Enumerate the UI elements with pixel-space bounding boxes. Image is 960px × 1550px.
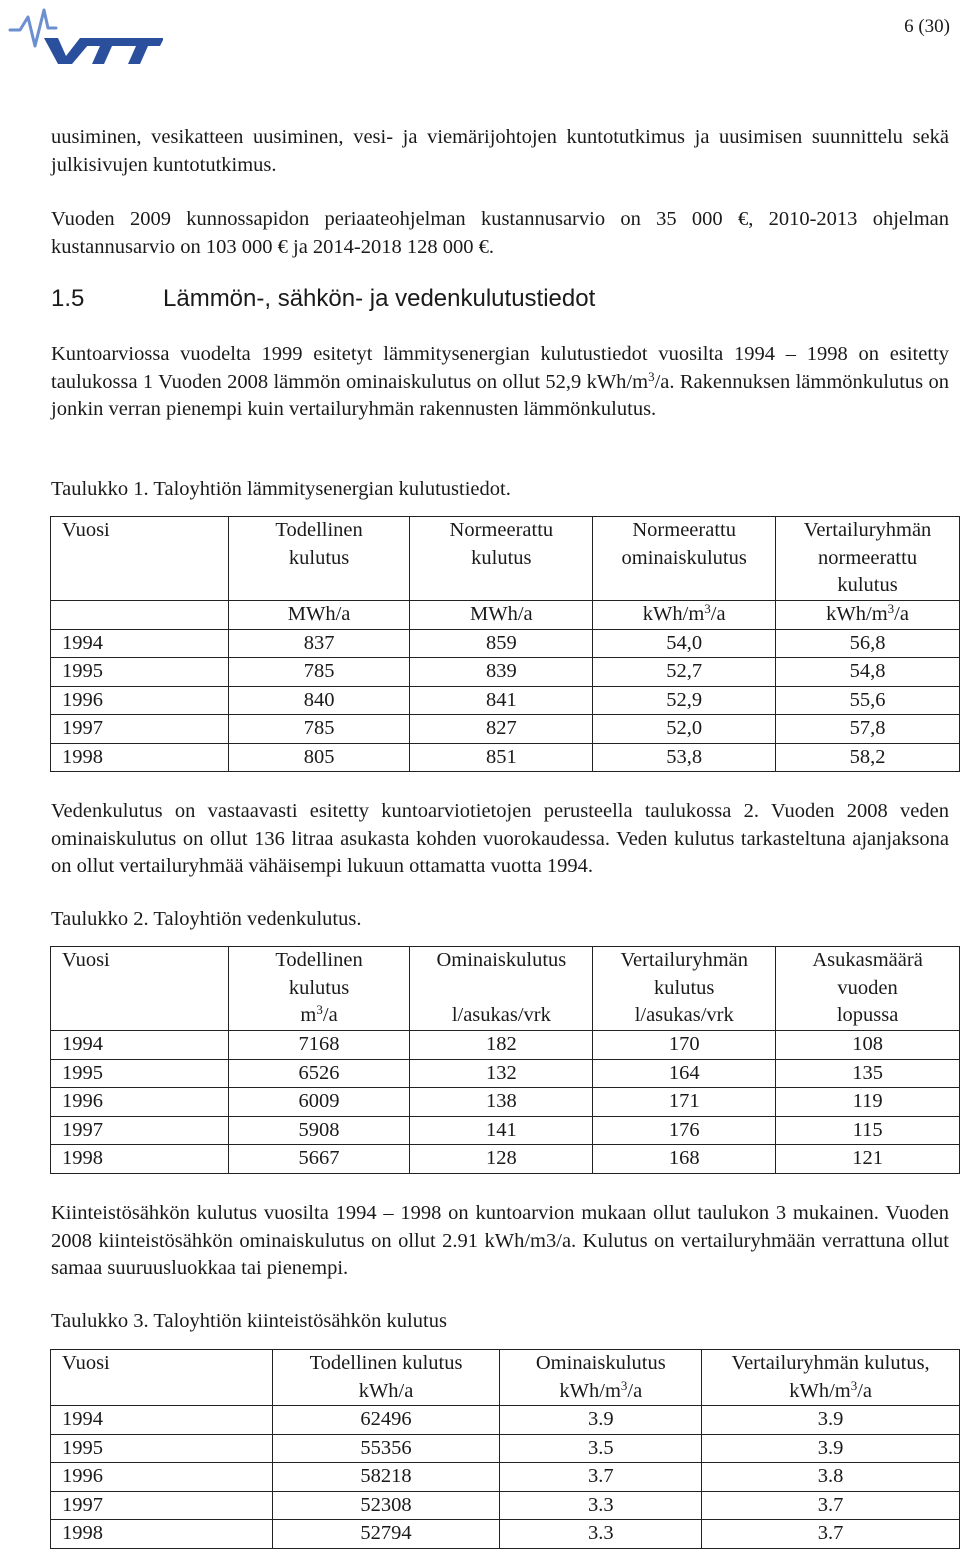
- table-row: [51, 658, 960, 687]
- paragraph-electricity: Kiinteistösähkön kulutus vuosilta 1994 – 1998 on kuntoarvion mukaan ollut taulukon 3 mukainen. Vuoden 2008 kiinteistösähkön ominaiskulutus on ollut 2.91 kWh/m3/a. Kulutus on vertailuryhmään verrattuna ollut samaa suuruusluokkaa tai pienempi.: [51, 1202, 949, 1279]
- page-number: 6 (30): [904, 16, 950, 37]
- table-cell: 805: [228, 743, 410, 772]
- table-cell: 52308: [272, 1491, 500, 1520]
- section-heading: [51, 285, 595, 313]
- table-row: [51, 1031, 960, 1060]
- table-cell: 3.5: [500, 1434, 702, 1463]
- table-row: [51, 629, 960, 658]
- table-cell: 1998: [51, 743, 229, 772]
- table-cell: 1995: [51, 658, 229, 687]
- table-cell: 62496: [272, 1406, 500, 1435]
- unit-cell: kWh/$m^3/a$: [593, 601, 776, 630]
- header-cell: Ominaiskulutus kWh/$m^3/a$: [500, 1350, 702, 1406]
- table-cell: 5667: [228, 1145, 410, 1174]
- table-row: [51, 1145, 960, 1174]
- header-cell: Todellinen kulutus $m^3/a$: [228, 947, 410, 1031]
- table-cell: 3.3: [500, 1491, 702, 1520]
- header-cell: Normeerattu kulutus: [410, 517, 593, 601]
- table-cell: 135: [776, 1059, 960, 1088]
- table-cell: 1994: [51, 1031, 229, 1060]
- table-cell: 1997: [51, 715, 229, 744]
- header-cell: Normeerattu ominaiskulutus: [593, 517, 776, 601]
- table2-caption: Taulukko 2. Taloyhtiön vedenkulutus.: [51, 908, 362, 930]
- table-cell: 138: [410, 1088, 593, 1117]
- table-cell: 1997: [51, 1116, 229, 1145]
- table-cell: 164: [593, 1059, 776, 1088]
- table-cell: 52,9: [593, 686, 776, 715]
- table-row: [51, 1434, 960, 1463]
- table-cell: 1998: [51, 1145, 229, 1174]
- table-cell: 1996: [51, 686, 229, 715]
- table1-caption: Taulukko 1. Taloyhtiön lämmitysenergian kulutustiedot.: [51, 478, 511, 500]
- table-row: [51, 686, 960, 715]
- table-cell: 1996: [51, 1463, 273, 1492]
- table-cell: 840: [228, 686, 410, 715]
- table-cell: 53,8: [593, 743, 776, 772]
- header-cell: Asukasmäärä vuoden lopussa: [776, 947, 960, 1031]
- vtt-logo: [8, 6, 163, 64]
- paragraph-renovation: uusiminen, vesikatteen uusiminen, vesi- ja viemärijohtojen kuntotutkimus ja uusimisen suunnittelu sekä julkisivujen kuntotutkimus.: [51, 126, 949, 176]
- table-row: [51, 1463, 960, 1492]
- table-cell: 55,6: [776, 686, 960, 715]
- table-cell: 1996: [51, 1088, 229, 1117]
- table-cell: 837: [228, 629, 410, 658]
- table-cell: 52794: [272, 1520, 500, 1549]
- table-cell: 58,2: [776, 743, 960, 772]
- table-cell: 827: [410, 715, 593, 744]
- table-cell: 168: [593, 1145, 776, 1174]
- table-cell: 6009: [228, 1088, 410, 1117]
- table-cell: 1998: [51, 1520, 273, 1549]
- table-cell: 851: [410, 743, 593, 772]
- table-cell: 52,0: [593, 715, 776, 744]
- table-cell: 3.9: [702, 1434, 960, 1463]
- table3-caption: Taulukko 3. Taloyhtiön kiinteistösähkön kulutus: [51, 1310, 447, 1332]
- section-title: Lämmön-, sähkön- ja vedenkulutustiedot: [163, 285, 596, 312]
- unit-cell: MWh/a: [228, 601, 410, 630]
- table-cell: 141: [410, 1116, 593, 1145]
- table-cell: 3.7: [500, 1463, 702, 1492]
- table-cell: 115: [776, 1116, 960, 1145]
- table-cell: 3.7: [702, 1520, 960, 1549]
- header-cell: Vertailuryhmän kulutus l/asukas/vrk: [593, 947, 776, 1031]
- header-cell: Todellinen kulutus kWh/a: [272, 1350, 500, 1406]
- table-row: [51, 1406, 960, 1435]
- table-row: [51, 1520, 960, 1549]
- table-cell: 57,8: [776, 715, 960, 744]
- table-cell: 785: [228, 658, 410, 687]
- table-cell: 1995: [51, 1059, 229, 1088]
- table-cell: 182: [410, 1031, 593, 1060]
- table-cell: 54,8: [776, 658, 960, 687]
- table-cell: 170: [593, 1031, 776, 1060]
- table-cell: 3.9: [500, 1406, 702, 1435]
- table-cell: 58218: [272, 1463, 500, 1492]
- paragraph-budget: Vuoden 2009 kunnossapidon periaateohjelman kustannusarvio on 35 000 €, 2010-2013 ohjelman kustannusarvio on 103 000 € ja 2014-2018 128 000 €.: [51, 208, 949, 258]
- table-cell: 3.9: [702, 1406, 960, 1435]
- table-cell: 839: [410, 658, 593, 687]
- table-cell: 1997: [51, 1491, 273, 1520]
- table-cell: 1995: [51, 1434, 273, 1463]
- table-cell: 6526: [228, 1059, 410, 1088]
- table-cell: 55356: [272, 1434, 500, 1463]
- table-row: [51, 1491, 960, 1520]
- table-electricity: [50, 1349, 960, 1549]
- table-cell: 132: [410, 1059, 593, 1088]
- unit-cell: kWh/$m^3/a$: [776, 601, 960, 630]
- table-cell: 52,7: [593, 658, 776, 687]
- table-cell: 7168: [228, 1031, 410, 1060]
- table-row: [51, 715, 960, 744]
- unit-cell: MWh/a: [410, 601, 593, 630]
- table-cell: 54,0: [593, 629, 776, 658]
- table-cell: 5908: [228, 1116, 410, 1145]
- table-cell: 785: [228, 715, 410, 744]
- table-row: [51, 743, 960, 772]
- table-row: [51, 1116, 960, 1145]
- table-cell: 176: [593, 1116, 776, 1145]
- table-row: [51, 1059, 960, 1088]
- table-row: [51, 1088, 960, 1117]
- table-cell: 121: [776, 1145, 960, 1174]
- header-cell: Vuosi: [51, 517, 229, 601]
- table-cell: 859: [410, 629, 593, 658]
- table-cell: 128: [410, 1145, 593, 1174]
- table-cell: 108: [776, 1031, 960, 1060]
- section-number: 1.5: [51, 285, 85, 312]
- table-heating-energy: [50, 516, 960, 772]
- table-cell: 1994: [51, 629, 229, 658]
- table-cell: 841: [410, 686, 593, 715]
- logo-text: VTT: [8, 6, 10, 7]
- header-cell: Vertailuryhmän normeerattu kulutus: [776, 517, 960, 601]
- paragraph-water: Vedenkulutus on vastaavasti esitetty kuntoarviotietojen perusteella taulukossa 2. Vuoden 2008 veden ominaiskulutus on ollut 136 litraa asukasta kohden vuorokaudessa. Veden kulutus tarkasteltuna ajanjaksona on ollut vertailuryhmää vähäisempi lukuun ottamatta vuotta 1994.: [51, 800, 949, 877]
- header-cell: Ominaiskulutus l/asukas/vrk: [410, 947, 593, 1031]
- header-cell: Todellinen kulutus: [228, 517, 410, 601]
- table-cell: 3.7: [702, 1491, 960, 1520]
- header-cell: Vuosi: [51, 1350, 273, 1406]
- table-cell: 171: [593, 1088, 776, 1117]
- table-cell: 56,8: [776, 629, 960, 658]
- table-cell: 3.8: [702, 1463, 960, 1492]
- table-cell: 1994: [51, 1406, 273, 1435]
- header-cell: Vuosi: [51, 947, 229, 1031]
- table-water: [50, 946, 960, 1174]
- table-cell: 3.3: [500, 1520, 702, 1549]
- paragraph-heating: Kuntoarviossa vuodelta 1999 esitetyt lämmitysenergian kulutustiedot vuosilta 1994 – 1998 on esitetty taulukossa 1 Vuoden 2008 lämmön ominaiskulutus on ollut 52,9 kWh/$m^3/a$. Rakennuksen lämmönkulutus on jonkin verran pienempi kuin vertailuryhmän rakennusten lämmönkulutus.: [51, 343, 949, 420]
- table-cell: 119: [776, 1088, 960, 1117]
- header-cell: Vertailuryhmän kulutus, kWh/$m^3/a$: [702, 1350, 960, 1406]
